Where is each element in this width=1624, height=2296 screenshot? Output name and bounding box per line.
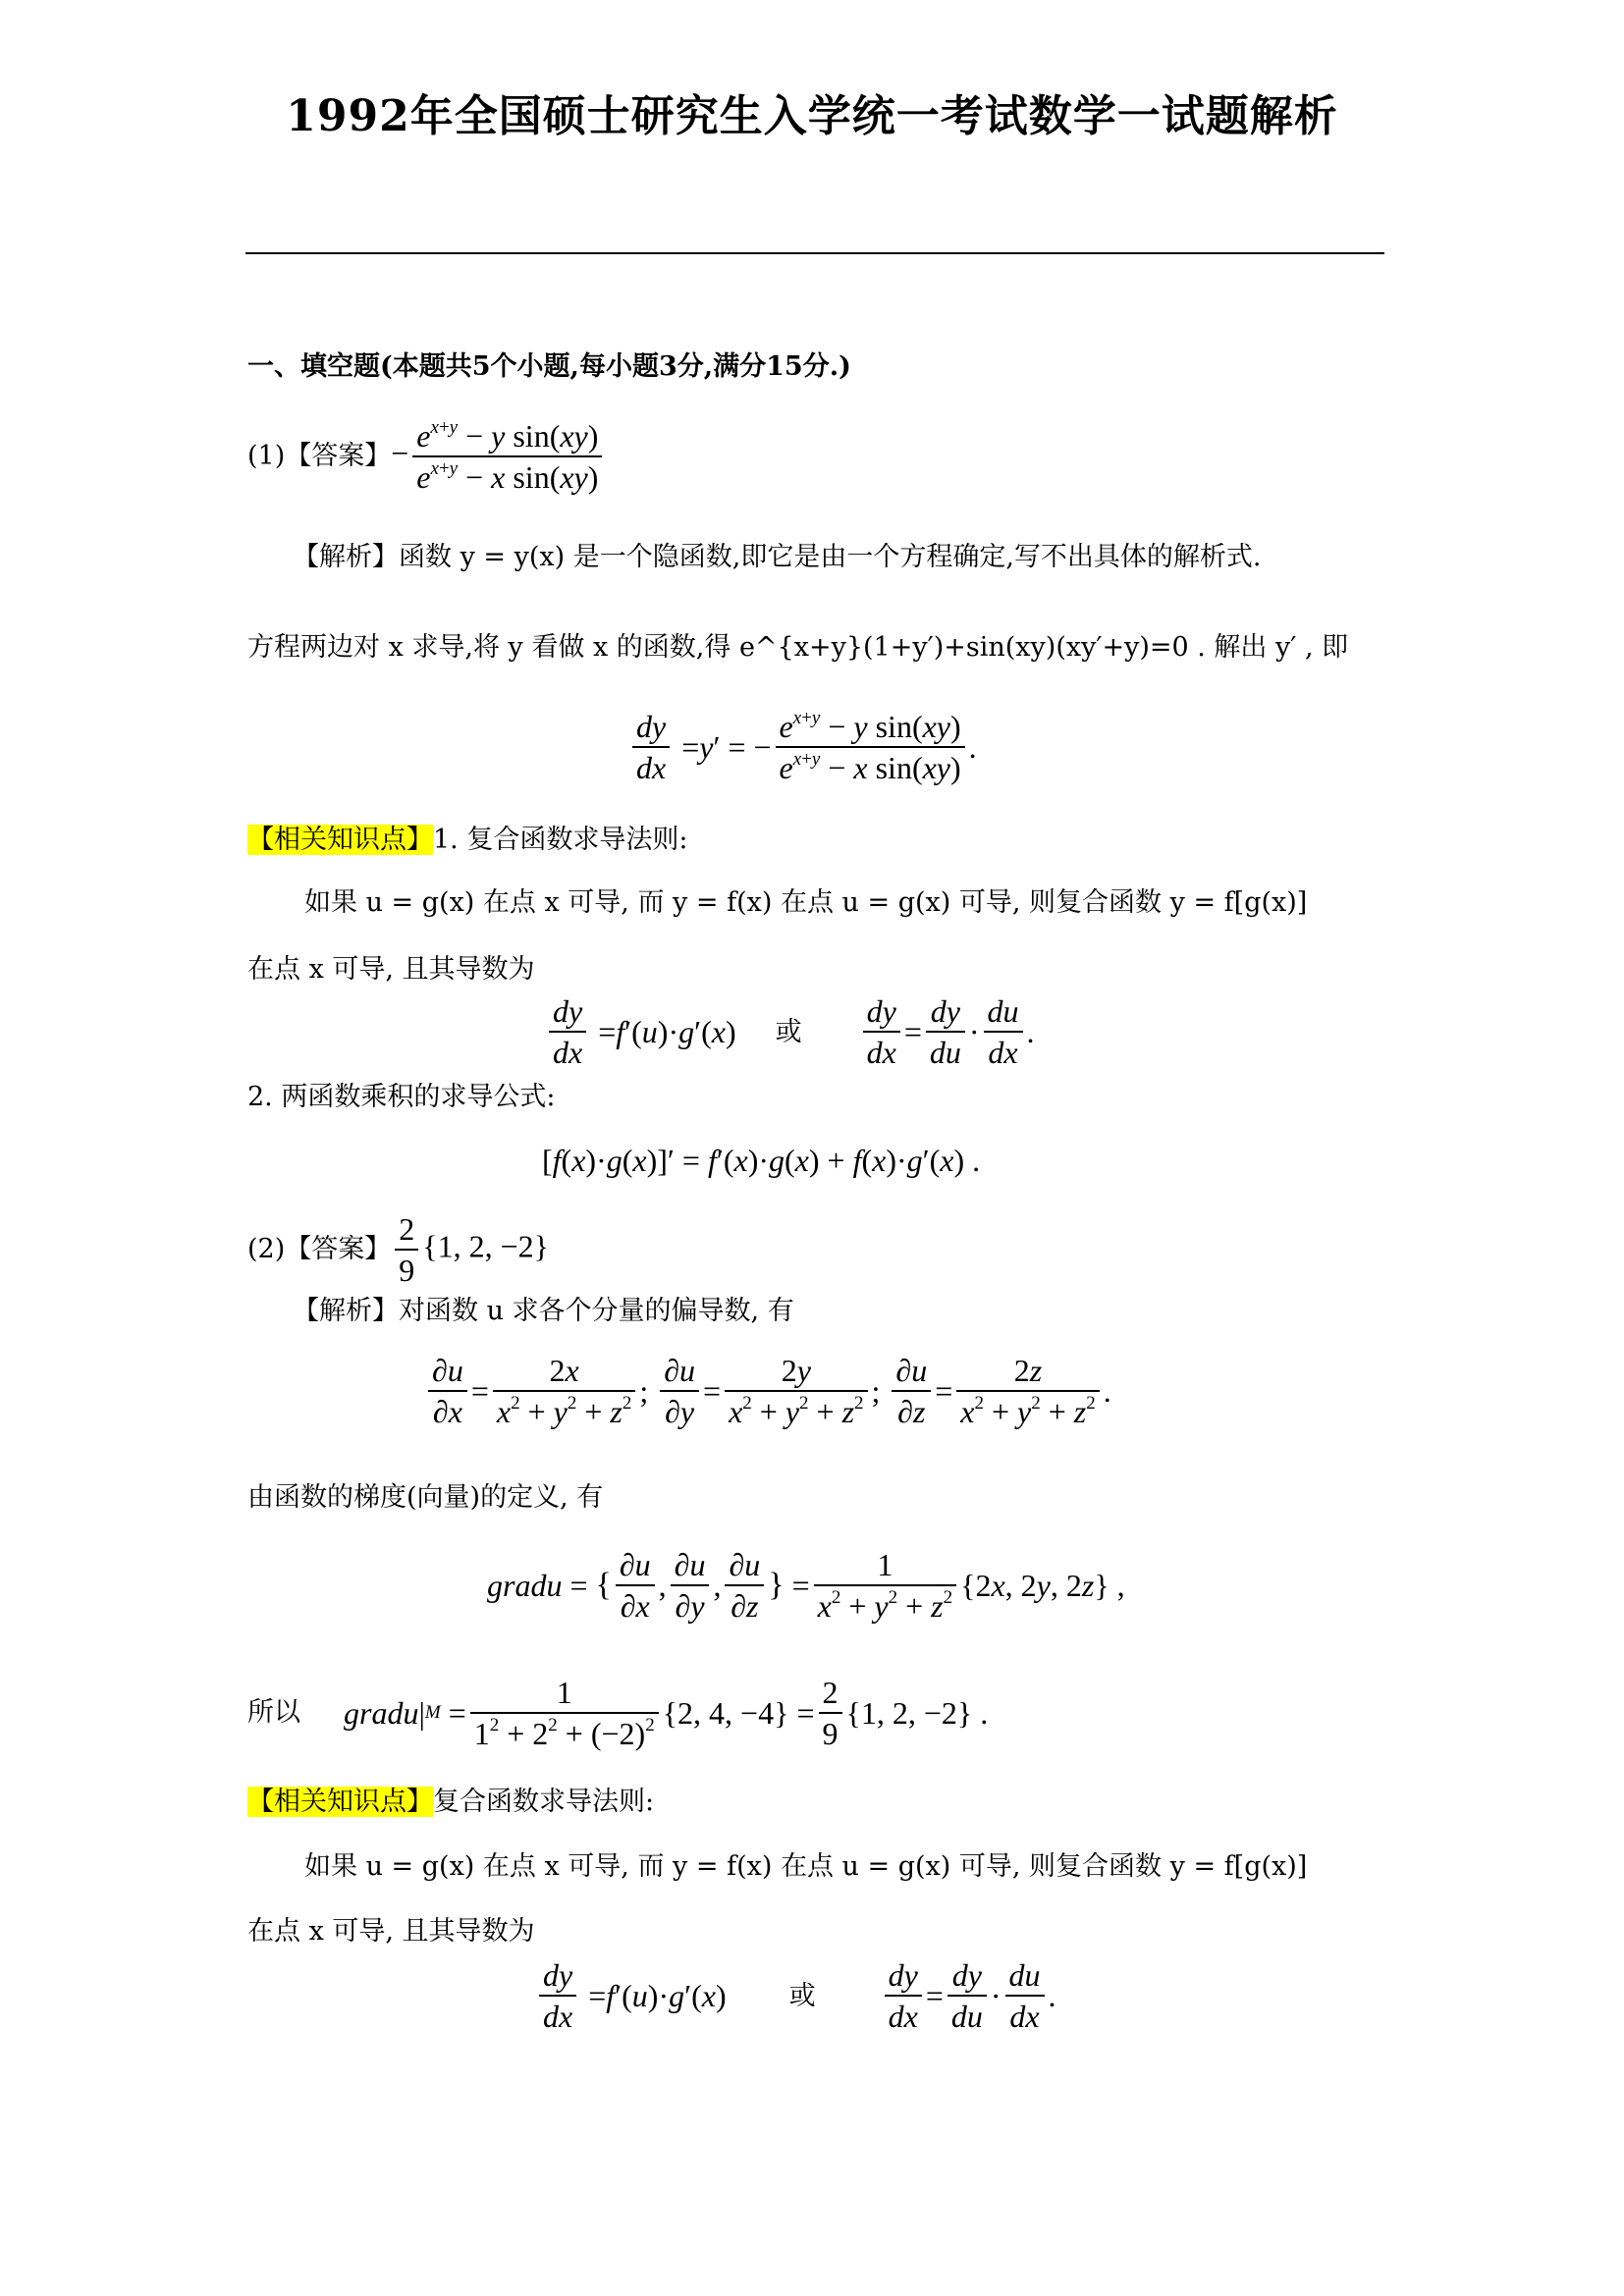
q2-analysis-text2: 由函数的梯度(向量)的定义, 有 xyxy=(247,1482,604,1513)
q2-label: (2)【答案】 xyxy=(247,1234,392,1264)
q1-analysis-label: 【解析】 xyxy=(293,542,399,572)
q1-kp-text1: 1. 复合函数求导法则: xyxy=(433,825,688,855)
title-divider xyxy=(245,252,1384,254)
q2-result-formula: gradu | M = $\frac{1}{1^2 + 2^2 + (-2)^2}$ {2, 4, −4} = $\frac{2}{9}$ {1, 2, −2} . xyxy=(344,1675,989,1751)
page-title: 1992年全国硕士研究生入学统一考试数学一试题解析 xyxy=(286,91,1338,141)
q2-answer-row xyxy=(247,1205,549,1294)
q1-answer-formula: − $\frac{e^{x+y} - y \sin(xy)}{e^{x+y} - x \sin(xy)}$ xyxy=(391,416,606,497)
q2-analysis-label: 【解析】 xyxy=(293,1296,399,1326)
q2-kp-text1: 复合函数求导法则: xyxy=(433,1787,655,1817)
q2-result-row xyxy=(247,1669,988,1757)
q1-answer-row xyxy=(247,412,606,501)
q1-chain-rule-formula: $\frac{dy}{dx}$ = f ′( u )· g ′( x ) 或 $\frac{dy}{dx}$ = $\frac{dy}{du}$ · $\frac{du}{dx}$ . xyxy=(545,991,1035,1072)
q2-answer-formula: $\frac{2}{9}$ {1, 2, −2} xyxy=(391,1209,549,1290)
q2-kp-text2: 如果 u = g(x) 在点 x 可导, 而 y = f(x) 在点 u = g(x) 可导, 则复合函数 y = f[g(x)] xyxy=(304,1851,1308,1882)
q2-analysis-line1 xyxy=(293,1294,794,1329)
q2-kp-label: 【相关知识点】 xyxy=(247,1787,433,1817)
q1-derivative-formula: $\frac{dy}{dx}$ = y ′ = − $\frac{e^{x+y} - y \sin(xy)}{e^{x+y} - x \sin(xy)}$ . xyxy=(628,707,977,787)
q2-chain-rule-formula: $\frac{dy}{dx}$ = f ′( u )· g ′( x ) 或 $\frac{dy}{dx}$ = $\frac{dy}{du}$ · $\frac{du}{dx}$ . xyxy=(535,1955,1056,2036)
q1-label: (1)【答案】 xyxy=(247,441,392,471)
q1-kp-text4: 2. 两函数乘积的求导公式: xyxy=(247,1082,556,1112)
q1-kp-label: 【相关知识点】 xyxy=(247,825,433,855)
q1-analysis-text1: 函数 y = y(x) 是一个隐函数,即它是由一个方程确定,写不出具体的解析式. xyxy=(399,542,1262,572)
section-header: 一、填空题(本题共5个小题,每小题3分,满分15分.) xyxy=(247,351,851,382)
q2-or-label: 或 xyxy=(788,1981,816,2010)
q2-kp-line xyxy=(247,1785,654,1820)
q2-so-label: 所以 xyxy=(247,1697,300,1728)
q1-analysis-text2: 方程两边对 x 求导,将 y 看做 x 的函数,得 e^{x+y}(1+y′)+sin(xy)(xy′+y)=0 . 解出 y′ , 即 xyxy=(247,632,1349,663)
q1-product-rule-formula: [f(x)·g(x)]′ = f′(x)·g(x) + f(x)·g′(x) . xyxy=(542,1143,981,1178)
q2-kp-text3: 在点 x 可导, 且其导数为 xyxy=(247,1916,535,1947)
q1-kp-text2: 如果 u = g(x) 在点 x 可导, 而 y = f(x) 在点 u = g(x) 可导, 则复合函数 y = f[g(x)] xyxy=(304,887,1308,918)
q2-gradient-formula: gradu = { $\frac{\partial u}{\partial x}$ , $\frac{\partial u}{\partial y}$ , $\frac{\partial u}{\partial z}$ } = $\frac{1}{x^2 + y^2 + z^2}$ {2 x , 2 y , 2 z } , xyxy=(487,1547,1125,1624)
q2-partials-formula: $\frac{\partial u}{\partial x}$ = $\frac{2x}{x^2 + y^2 + z^2}$ ; $\frac{\partial u}{\partial y}$ = $\frac{2y}{x^2 + y^2 + z^2}$ ; $\frac{\partial u}{\partial z}$ = $\frac{2z}{x^2 + y^2 + z^2}$ . xyxy=(424,1351,1111,1431)
q1-or-label: 或 xyxy=(775,1017,802,1046)
q1-kp-text3: 在点 x 可导, 且其导数为 xyxy=(247,954,535,985)
q1-analysis-line1 xyxy=(293,540,1262,575)
q1-kp-line xyxy=(247,823,687,858)
q2-analysis-text1: 对函数 u 求各个分量的偏导数, 有 xyxy=(399,1296,794,1326)
